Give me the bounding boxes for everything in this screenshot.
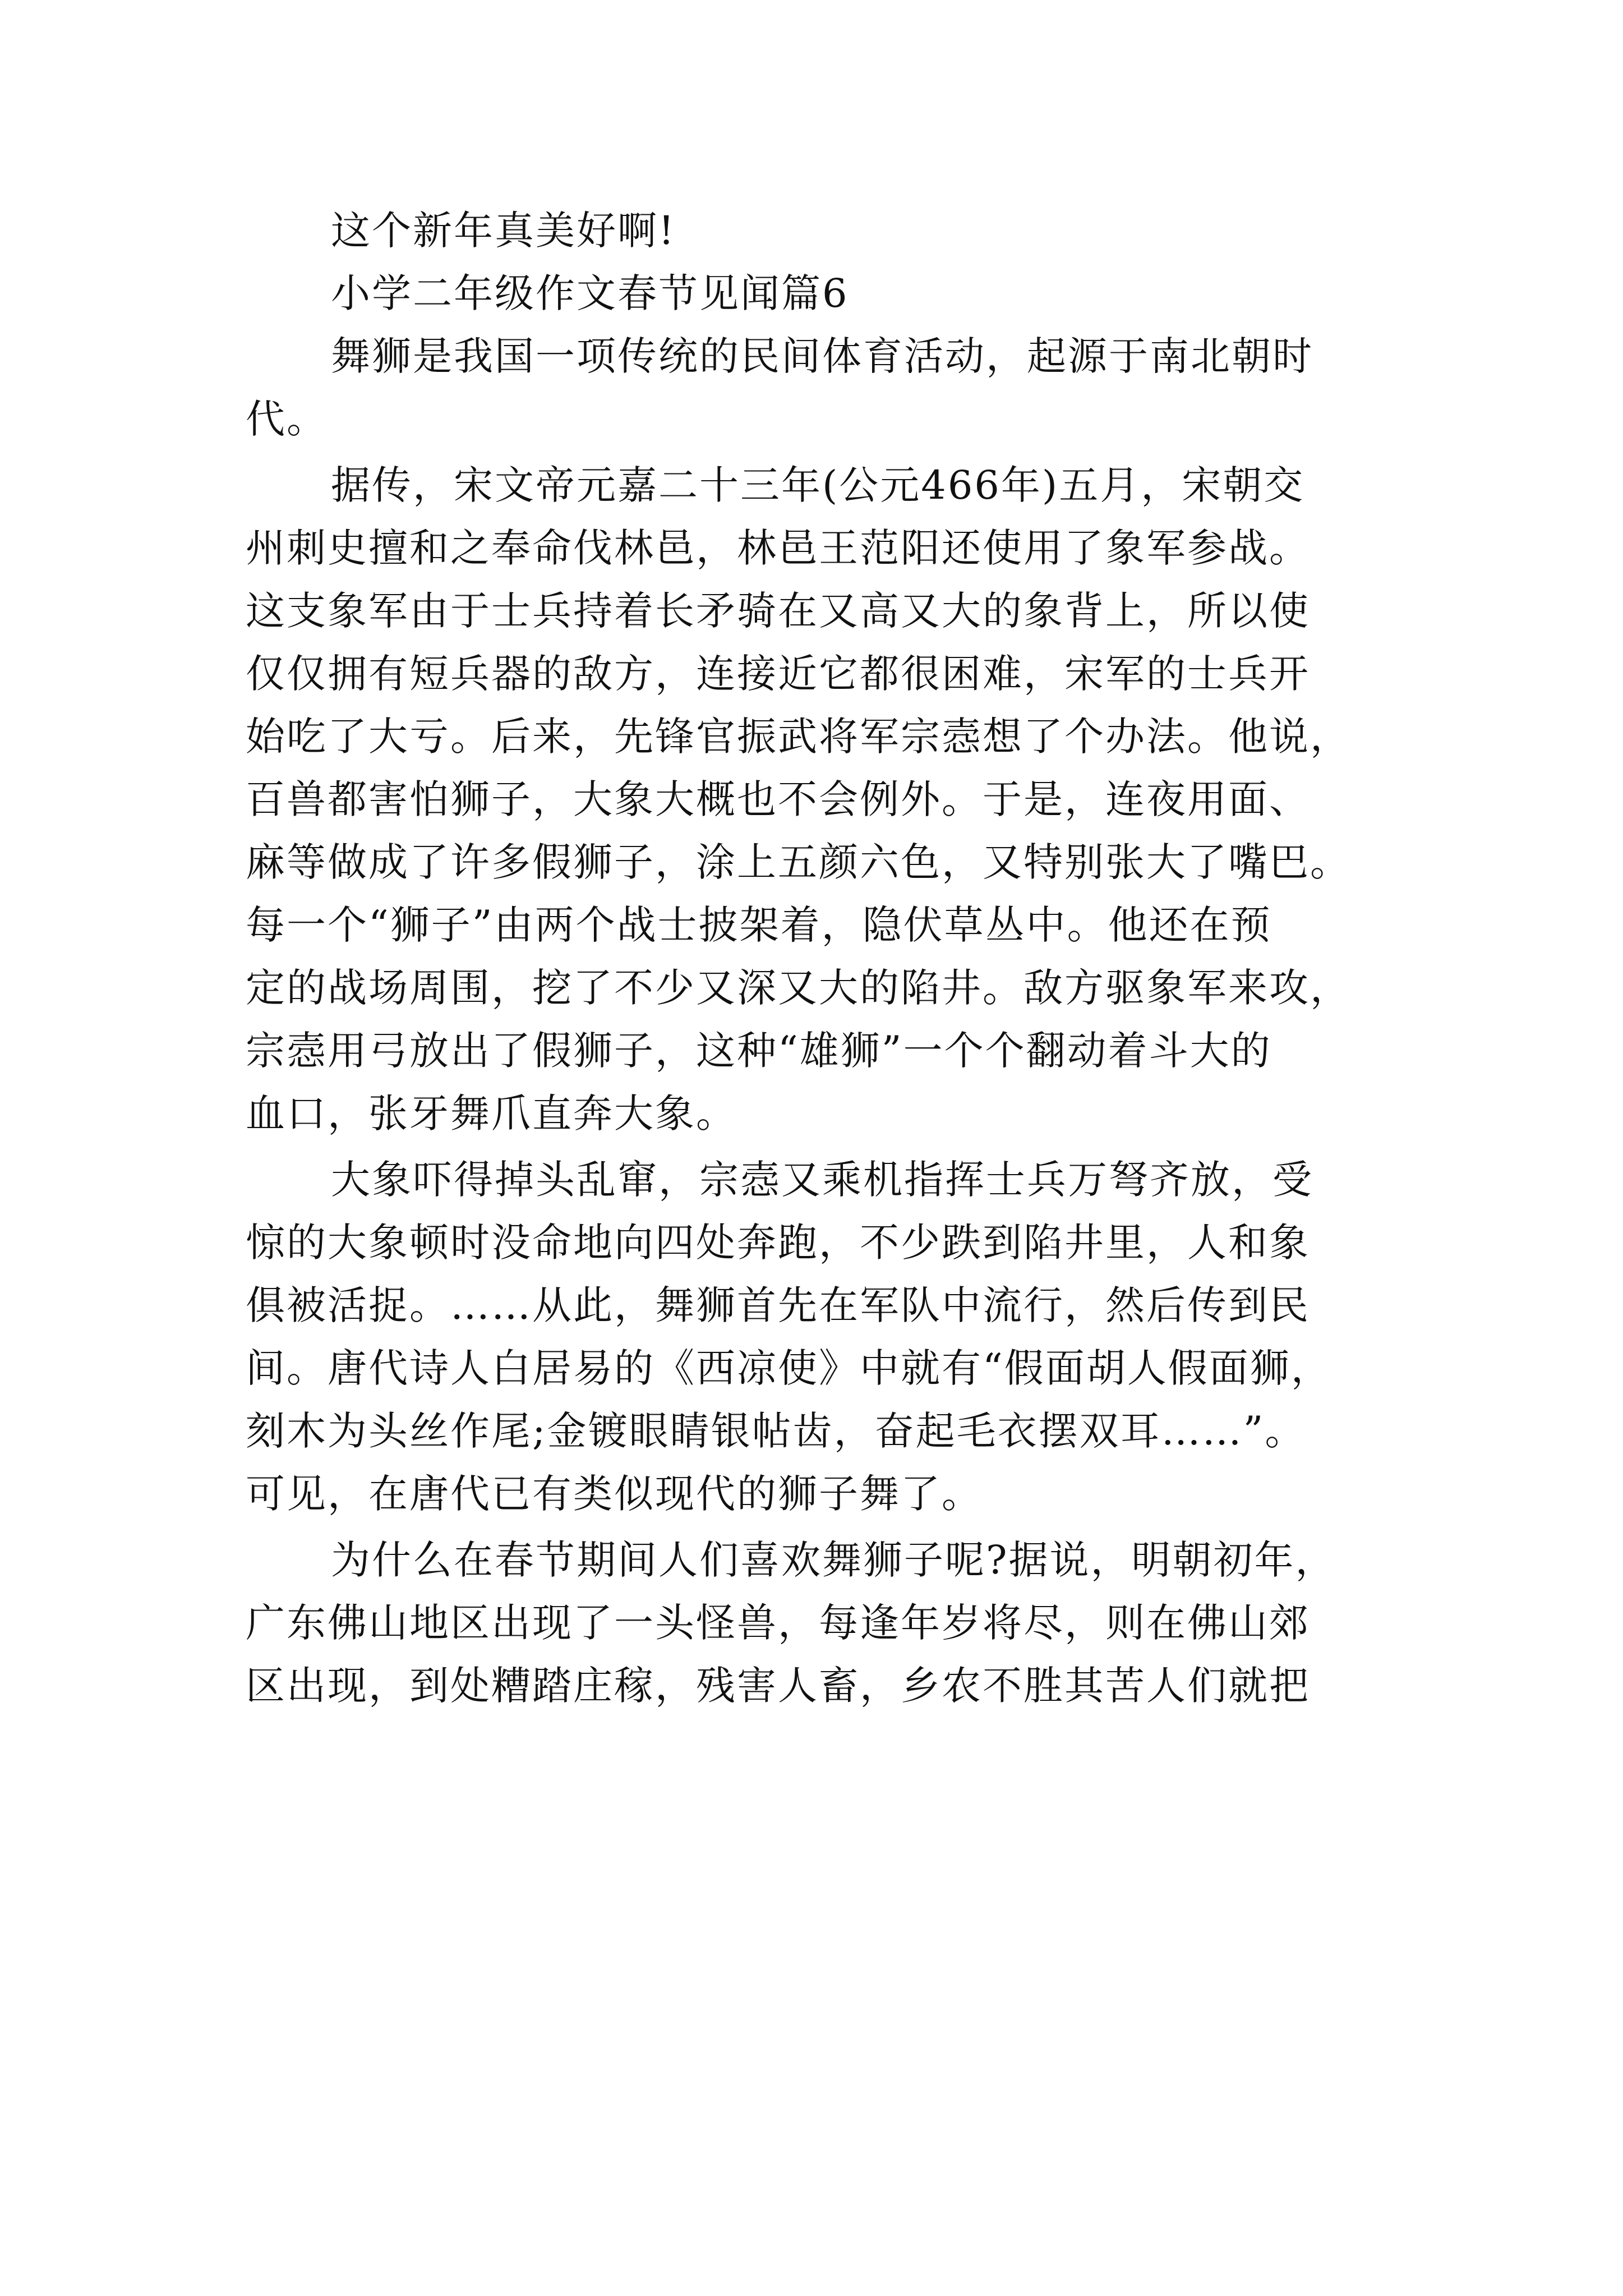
essay-title: 小学二年级作文春节见闻篇6 — [331, 270, 849, 316]
paragraph-line: 间。唐代诗人白居易的《西凉使》中就有“假面胡人假面狮， — [246, 1345, 1332, 1391]
paragraph-line: 州刺史擅和之奉命伐林邑，林邑王范阳还使用了象军参战。 — [246, 525, 1310, 571]
paragraph-line: 刻木为头丝作尾;金镀眼睛银帖齿，奋起毛衣摆双耳……”。 — [246, 1408, 1306, 1454]
article-body — [246, 199, 1378, 1717]
paragraph-line: 惊的大象顿时没命地向四处奔跑，不少跌到陷井里，人和象 — [246, 1220, 1310, 1266]
paragraph-line: 这支象军由于士兵持着长矛骑在又高又大的象背上，所以使 — [246, 588, 1310, 634]
paragraph-line: 定的战场周围，挖了不少又深又大的陷井。敌方驱象军来攻， — [246, 965, 1351, 1011]
paragraph-line: 血口，张牙舞爪直奔大象。 — [246, 1091, 737, 1137]
paragraph-line: 据传，宋文帝元嘉二十三年(公元466年)五月，宋朝交 — [331, 462, 1305, 508]
paragraph-line: 宗悫用弓放出了假狮子，这种“雄狮”一个个翻动着斗大的 — [246, 1028, 1272, 1074]
paragraph-line: 为什么在春节期间人们喜欢舞狮子呢?据说，明朝初年， — [331, 1537, 1336, 1583]
closing-line: 这个新年真美好啊! — [331, 208, 676, 254]
paragraph-line: 仅仅拥有短兵器的敌方，连接近它都很困难，宋军的士兵开 — [246, 651, 1310, 697]
paragraph-line: 代。 — [246, 396, 328, 442]
paragraph-line: 麻等做成了许多假狮子，涂上五颜六色，又特别张大了嘴巴。 — [246, 839, 1351, 885]
paragraph-line: 俱被活捉。……从此，舞狮首先在军队中流行，然后传到民 — [246, 1282, 1310, 1328]
paragraph-line: 广东佛山地区出现了一头怪兽，每逢年岁将尽，则在佛山郊 — [246, 1600, 1310, 1646]
paragraph-line: 每一个“狮子”由两个战士披架着，隐伏草丛中。他还在预 — [246, 902, 1272, 948]
paragraph-line: 舞狮是我国一项传统的民间体育活动，起源于南北朝时 — [331, 333, 1313, 379]
paragraph-line: 大象吓得掉头乱窜，宗悫又乘机指挥士兵万弩齐放，受 — [331, 1157, 1313, 1203]
paragraph-line: 区出现，到处糟踏庄稼，残害人畜，乡农不胜其苦人们就把 — [246, 1663, 1310, 1709]
paragraph-line: 可见，在唐代已有类似现代的狮子舞了。 — [246, 1471, 983, 1517]
paragraph-line: 始吃了大亏。后来，先锋官振武将军宗悫想了个办法。他说， — [246, 714, 1351, 760]
paragraph-line: 百兽都害怕狮子，大象大概也不会例外。于是，连夜用面、 — [246, 776, 1310, 822]
